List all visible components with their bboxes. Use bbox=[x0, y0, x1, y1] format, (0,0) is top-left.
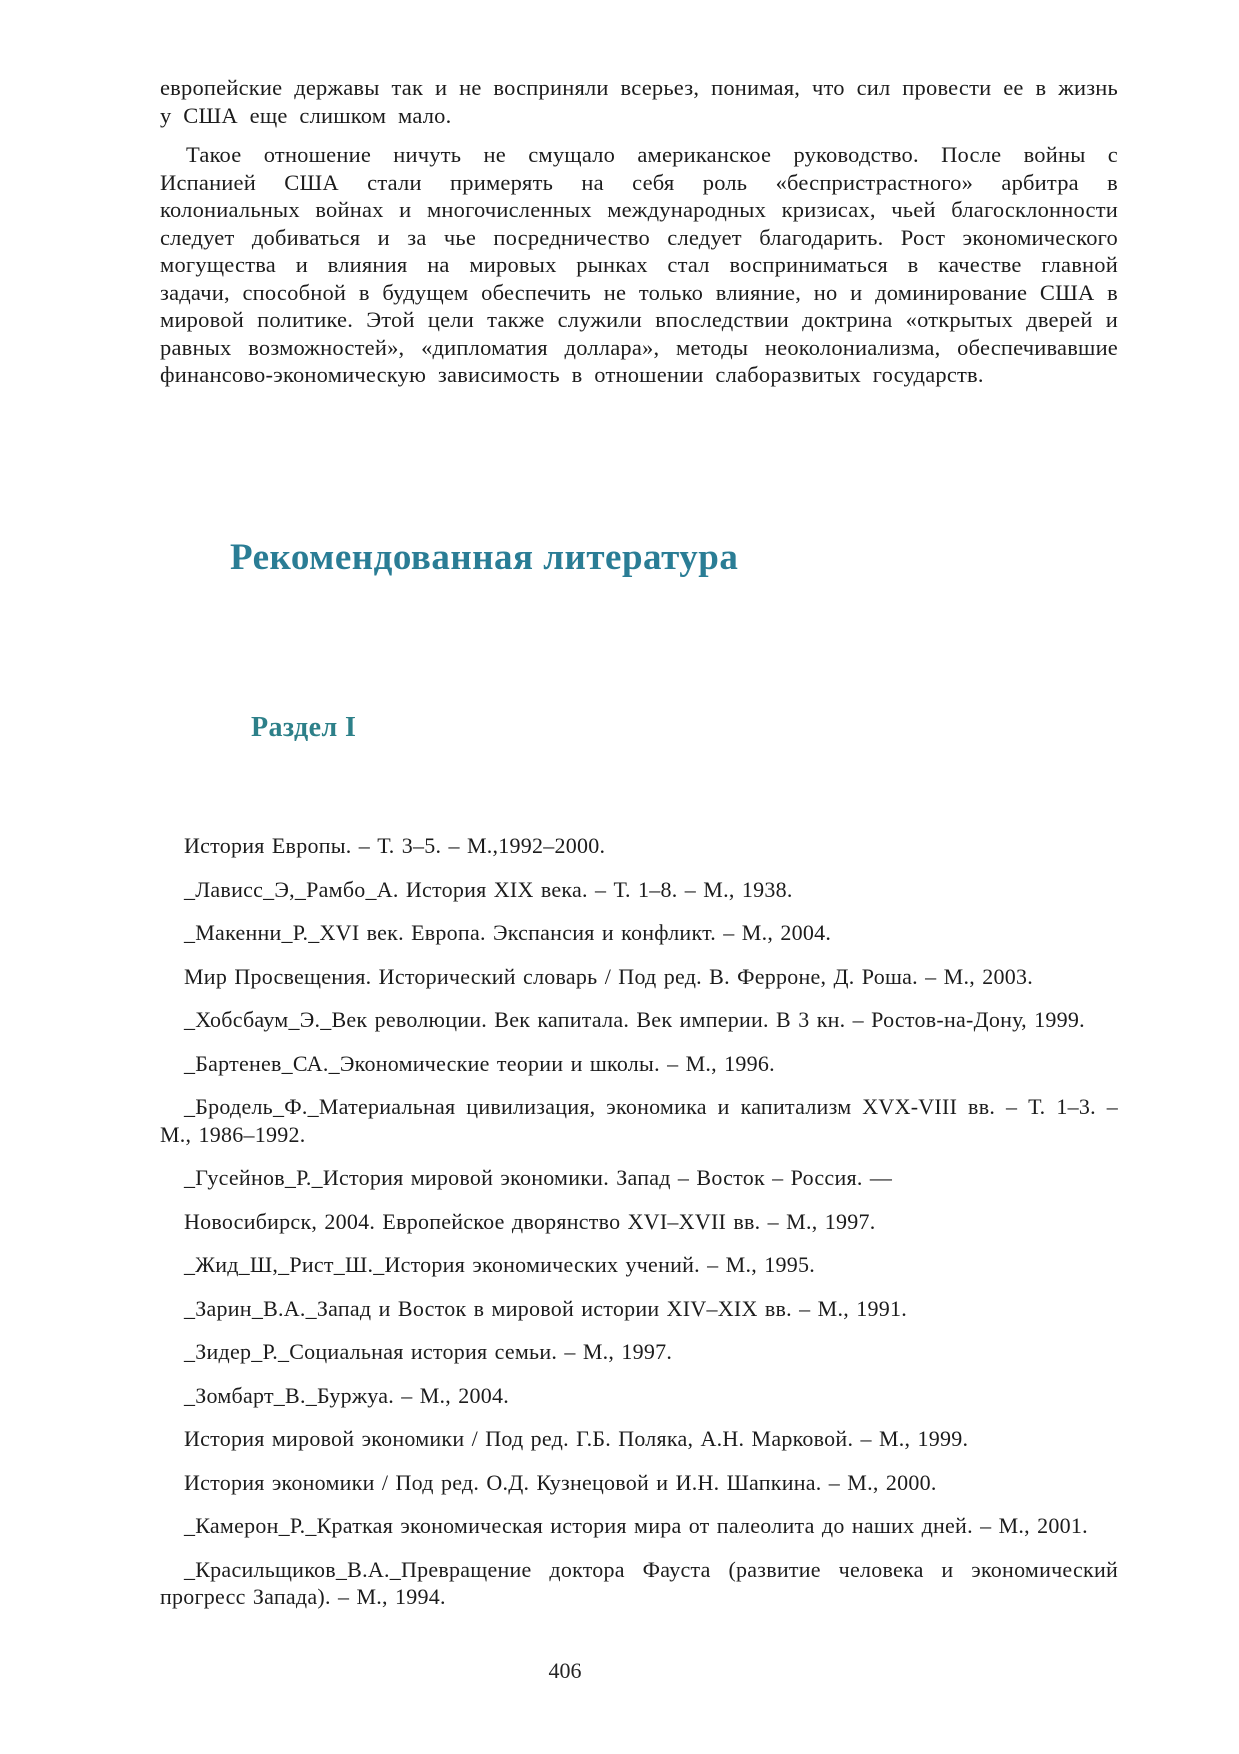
bibliography-entry: Мир Просвещения. Исторический словарь / Под ред. В. Ферроне, Д. Роша. – М., 2003. bbox=[184, 963, 1033, 989]
bibliography-entry: _Хобсбаум_Э._Век революции. Век капитала. Век империи. В 3 кн. – Ростов-на-Дону, 1999. bbox=[184, 1007, 1085, 1032]
bibliography-entry: Новосибирск, 2004. Европейское дворянство XVI–XVII вв. – М., 1997. bbox=[184, 1208, 876, 1234]
bibliography-entry: _Красильщиков_В.А._Превращение доктора Фауста (развитие человека и экономический прогресс Запада). – М., 1994. bbox=[160, 1556, 1118, 1609]
bibliography-entry: _Зомбарт_В._Буржуа. – М., 2004. bbox=[184, 1382, 510, 1408]
intro-paragraph: Такое отношение ничуть не смущало американское руководство. После войны с Испанией США стали примерять на себя роль «беспристрастного» арбитра в колониальных войнах и многочисленных международных кризисах, чьей благосклонности следует добиваться и за чье посредничество следует благодарить. Рост экономического могущества и влияния на мировых рынках стал восприниматься в качестве главной задачи, способной в будущем обеспечить не только влияние, но и доминирование США в мировой политике. Этой цели также служили впоследствии доктрина «открытых дверей и равных возможностей», «дипломатия доллара», методы неоколониализма, обеспечивавшие финансово-экономическую зависимость в отношении слаборазвитых государств. bbox=[160, 142, 1118, 387]
intro-text-block bbox=[160, 74, 1118, 401]
bibliography-entry: _Бродель_Ф._Материальная цивилизация, экономика и капитализм XVX-VIII вв. – Т. 1–3. – М., 1986–1992. bbox=[160, 1094, 1118, 1147]
intro-paragraph: европейские державы так и не восприняли всерьез, понимая, что сил провести ее в жизнь у США еще слишком мало. bbox=[160, 75, 1118, 128]
bibliography-entry: _Зидер_Р._Социальная история семьи. – М., 1997. bbox=[184, 1339, 673, 1364]
bibliography-entry: _Жид_Ш,_Рист_Ш._История экономических учений. – М., 1995. bbox=[184, 1252, 815, 1277]
bibliography-entry: История мировой экономики / Под ред. Г.Б. Поляка, А.Н. Марковой. – М., 1999. bbox=[184, 1426, 969, 1451]
section-heading: Раздел I bbox=[251, 712, 357, 743]
bibliography-entry: История Европы. – Т. 3–5. – М.,1992–2000. bbox=[184, 833, 606, 858]
bibliography-entry: _Зарин_В.А._Запад и Восток в мировой истории XIV–XIX вв. – М., 1991. bbox=[184, 1295, 907, 1321]
bibliography-entry: История экономики / Под ред. О.Д. Кузнецовой и И.Н. Шапкина. – М., 2000. bbox=[184, 1469, 937, 1495]
literature-heading: Рекомендованная литература bbox=[230, 537, 739, 578]
bibliography-entry: _Камерон_Р._Краткая экономическая история мира от палеолита до наших дней. – М., 2001. bbox=[184, 1513, 1088, 1538]
bibliography-entry: _Макенни_Р._XVI век. Европа. Экспансия и конфликт. – М., 2004. bbox=[184, 920, 832, 945]
page-number: 406 bbox=[548, 1658, 582, 1683]
bibliography-list bbox=[160, 832, 1118, 1627]
bibliography-entry: _Бартенев_СА._Экономические теории и школы. – М., 1996. bbox=[184, 1050, 775, 1076]
bibliography-entry: _Гусейнов_Р._История мировой экономики. Запад – Восток – Россия. — bbox=[184, 1165, 893, 1190]
bibliography-entry: _Лависс_Э,_Рамбо_А. История XIX века. – Т. 1–8. – М., 1938. bbox=[184, 876, 793, 902]
